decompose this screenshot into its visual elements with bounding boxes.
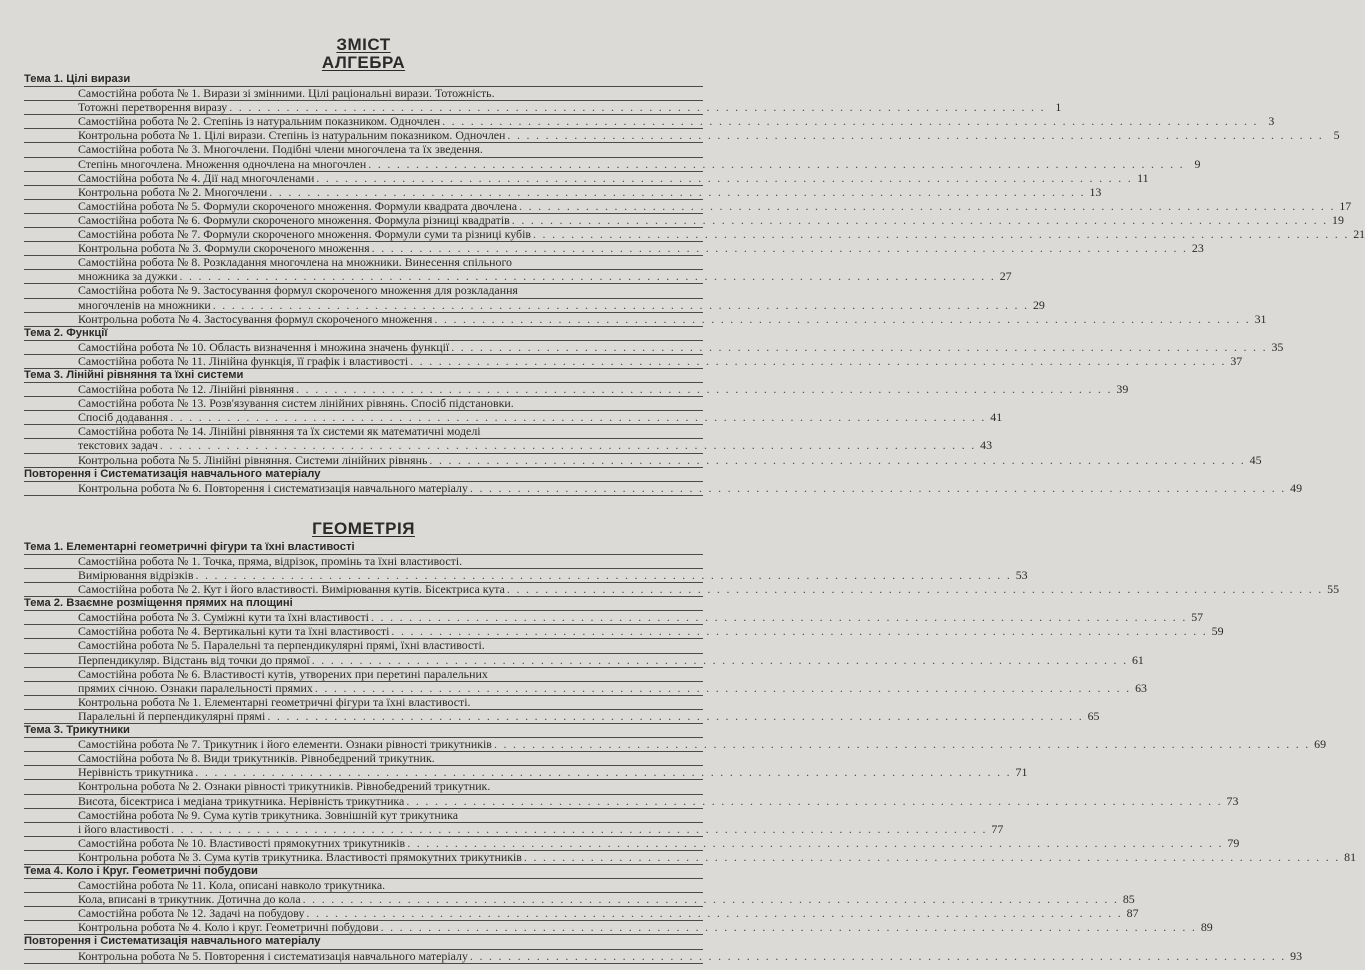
toc-entry[interactable] [24,948,1303,964]
toc-entry-line [24,382,1129,397]
toc-entry[interactable] [24,424,993,453]
toc-entry-text: Самостійна робота № 3. Суміжні кути та їхні властивості [78,610,369,625]
dot-leader: . . . . . . . . . . . . . . . . . . . . . . . . . . . . . . . . . . . . . . . . . . . . . . . . . . . . . . . . . . . . . . . . . . . . . . . . . . . . . . . . . . . . . . [493,737,1311,752]
toc-entry[interactable] [24,142,1201,171]
toc-entry-text: Самостійна робота № 7. Трикутник і його елементи. Ознаки рівності трикутників [78,737,492,752]
toc-entry[interactable] [24,694,1100,724]
page-number: 39 [1116,382,1129,397]
page-number: 43 [980,438,993,453]
topic-heading: Тема 1. Елементарні геометричні фігури та їхні властивості [24,541,703,555]
toc-entry[interactable] [24,86,1062,115]
topic-heading: Тема 2. Функції [24,327,703,341]
toc-entry-line [24,438,993,453]
toc-entry-line [24,892,1135,907]
toc-entry-text: Контрольна робота № 5. Повторення і систематизація навчального матеріалу [78,948,468,963]
toc-entry[interactable] [24,283,1045,312]
toc-entry-text: Самостійна робота № 5. Паралельні та перпендикулярні прямі, їхні властивості. [24,639,703,653]
toc-entry-line [24,568,1028,583]
toc-entry[interactable] [24,878,1135,907]
toc-entry-text: Перпендикуляр. Відстань від точки до прямої [78,652,310,667]
dot-leader: . . . . . . . . . . . . . . . . . . . . . . . . . . . . . . . . . . . . . . . . . . . . . . . . . . . . . . . . . . . . . . . . . . . . . . . . . . . . . . . . . . . . . . [314,680,1131,695]
page-number: 35 [1271,339,1284,354]
page-number: 63 [1135,680,1147,695]
toc-entry-text: Самостійна робота № 11. Кола, описані навколо трикутника. [24,879,703,893]
section-heading: АЛГЕБРА [321,53,406,72]
toc-entry-text: Контрольна робота № 3. Формули скороченого множення [78,241,370,256]
toc-entry[interactable] [24,849,1357,865]
toc-entry-line [24,184,1102,200]
page-number: 89 [1200,920,1213,935]
toc-entry[interactable] [24,452,1262,468]
toc-entry[interactable] [24,779,1239,808]
toc-entry-text: Самостійна робота № 14. Лінійні рівняння та їх системи як математичні моделі [24,425,703,439]
toc-entry-text: Самостійна робота № 5. Формули скороченого множення. Формули квадрата двочлена [78,198,518,213]
toc-entry-text: Самостійна робота № 2. Степінь із натуральним показником. Одночлен [78,114,441,129]
toc-entry-text: Самостійна робота № 9. Сума кутів трикутника. Зовнішній кут трикутника [24,809,703,823]
topic-heading: Тема 4. Коло і Круг. Геометричні побудови [24,865,703,879]
toc-entry[interactable] [24,353,1243,369]
toc-entry-text: множника за дужки [78,269,178,284]
page-number: 87 [1126,906,1139,921]
dot-leader: . . . . . . . . . . . . . . . . . . . . . . . . . . . . . . . . . . . . . . . . . . . . . . . . . . . . . . . . . . . . . . . . . . . . . . . . . . . . . . . . . . . . . . [434,311,1251,326]
toc-entry[interactable] [24,212,1344,228]
toc-entry-text: Контрольна робота № 6. Повторення і систематизація навчального матеріалу [78,480,468,495]
toc-entry-text: Тотожні перетворення виразу [78,100,228,115]
page-number: 1 [1055,100,1062,115]
toc-entry-text: Вимірювання відрізків [78,568,194,582]
dot-leader: . . . . . . . . . . . . . . . . . . . . . . . . . . . . . . . . . . . . . . . . . . . . . . . . . . . . . . . . . . . . . . . . . . . . . . . . . . . . . . . . . . . . . . [469,480,1287,495]
toc-entry-line [24,920,1213,935]
toc-entry-text: Самостійна робота № 6. Формули скороченого множення. Формула різниці квадратів [78,212,510,227]
page-number: 57 [1191,610,1204,625]
toc-entry-text: Самостійна робота № 11. Лінійна функція, її графік і властивості [78,353,409,368]
toc-entry-text: Самостійна робота № 4. Вертикальні кути та їхні властивості [78,624,390,639]
toc-entry[interactable] [24,311,1267,327]
page-number: 81 [1344,849,1357,864]
page-number: 49 [1290,480,1303,495]
toc-entry-line [24,849,1357,865]
dot-leader: . . . . . . . . . . . . . . . . . . . . . . . . . . . . . . . . . . . . . . . . . . . . . . . . . . . . . . . . . . . . . . . . . . . . . . . . . . . . . . . . . . . . . . [406,793,1223,808]
page-number: 45 [1249,452,1262,467]
toc-entry[interactable] [24,553,1028,583]
page-number: 79 [1227,835,1240,850]
toc-entry-text: Контрольна робота № 1. Цілі вирази. Степінь із натуральним показником. Одночлен [78,128,506,143]
dot-leader: . . . . . . . . . . . . . . . . . . . . . . . . . . . . . . . . . . . . . . . . . . . . . . . . . . . . . . . . . . . . . . . . . . . . . . . . . . . . . . . . . . . . . . [195,765,1012,780]
page-number: 61 [1131,652,1144,667]
toc-entry[interactable] [24,638,1144,667]
toc-entry-text: Контрольна робота № 2. Ознаки рівності трикутників. Рівнобедрений трикутник. [24,780,703,794]
dot-leader: . . . . . . . . . . . . . . . . . . . . . . . . . . . . . . . . . . . . . . . . . . . . . . . . . . . . . . . . . . . . . . . . . . . . . . . . . . . . . . . . . . . . . . [302,892,1119,907]
dot-leader: . . . . . . . . . . . . . . . . . . . . . . . . . . . . . . . . . . . . . . . . . . . . . . . . . . . . . . . . . . . . . . . . . . . . . . . . . . . . . . . . . . . . . . [171,821,988,836]
toc-entry[interactable] [24,382,1129,397]
toc-entry-line [24,821,1004,837]
toc-entry-line [24,339,1284,355]
dot-leader: . . . . . . . . . . . . . . . . . . . . . . . . . . . . . . . . . . . . . . . . . . . . . . . . . . . . . . . . . . . . . . . . . . . . . . . . . . . . . . . . . . . . . . [410,353,1227,368]
toc-entry-text: Нерівність трикутника [78,765,194,780]
page-number: 11 [1137,170,1149,185]
toc-entry-text: Контрольна робота № 5. Лінійні рівняння. Системи лінійних рівнянь [78,452,428,467]
dot-leader: . . . . . . . . . . . . . . . . . . . . . . . . . . . . . . . . . . . . . . . . . . . . . . . . . . . . . . . . . . . . . . . . . . . . . . . . . . . . . . . . . . . . . . [229,100,1046,115]
dot-leader: . . . . . . . . . . . . . . . . . . . . . . . . . . . . . . . . . . . . . . . . . . . . . . . . . . . . . . . . . . . . . . . . . . . . . . . . . . . . . . . . . . . . . . [195,568,1012,582]
dot-leader: . . . . . . . . . . . . . . . . . . . . . . . . . . . . . . . . . . . . . . . . . . . . . . . . . . . . . . . . . . . . . . . . . . . . . . . . . . . . . . . . . . . . . . [407,835,1224,850]
dot-leader: . . . . . . . . . . . . . . . . . . . . . . . . . . . . . . . . . . . . . . . . . . . . . . . . . . . . . . . . . . . . . . . . . . . . . . . . . . . . . . . . . . . . . . [316,170,1133,185]
page-number: 55 [1327,582,1340,597]
dot-leader: . . . . . . . . . . . . . . . . . . . . . . . . . . . . . . . . . . . . . . . . . . . . . . . . . . . . . . . . . . . . . . . . . . . . . . . . . . . . . . . . . . . . . . [511,212,1328,227]
toc-entry-line [24,198,1352,214]
dot-leader: . . . . . . . . . . . . . . . . . . . . . . . . . . . . . . . . . . . . . . . . . . . . . . . . . . . . . . . . . . . . . . . . . . . . . . . . . . . . . . . . . . . . . . [519,198,1336,213]
topic-heading: Тема 3. Лінійні рівняння та їхні системи [24,369,703,383]
toc-entry[interactable] [24,227,1365,242]
toc-entry-text: Самостійна робота № 13. Розв'язування систем лінійних рівнянь. Спосіб підстановки. [24,397,703,411]
page-number: 29 [1032,297,1045,312]
toc-entry[interactable] [24,170,1149,186]
page-number: 85 [1122,892,1135,907]
page-number: 31 [1254,311,1267,326]
dot-leader: . . . . . . . . . . . . . . . . . . . . . . . . . . . . . . . . . . . . . . . . . . . . . . . . . . . . . . . . . . . . . . . . . . . . . . . . . . . . . . . . . . . . . . [159,438,977,453]
page-number: 59 [1211,624,1224,639]
toc-entry[interactable] [24,624,1224,639]
dot-leader: . . . . . . . . . . . . . . . . . . . . . . . . . . . . . . . . . . . . . . . . . . . . . . . . . . . . . . . . . . . . . . . . . . . . . . . . . . . . . . . . . . . . . . [179,269,996,284]
toc-entry-line [24,156,1201,172]
topic-heading: Повторення і Систематизація навчального матеріалу [24,468,703,482]
toc-entry-line [24,624,1224,639]
toc-entry-line [24,212,1344,228]
toc-entry-text: Самостійна робота № 10. Область визначення і множина значень функції [78,339,450,354]
toc-entry-line [24,114,1275,129]
toc-title: ЗМІСТ [336,35,391,54]
toc-entry-text: Самостійна робота № 8. Розкладання многочлена на множники. Винесення спільного [24,256,703,270]
topic-heading: Повторення і Систематизація навчального матеріалу [24,935,703,949]
page-number: 19 [1332,212,1344,227]
toc-entry-text: Контрольна робота № 4. Коло і круг. Геометричні побудови [78,920,379,935]
toc-entry-text: Самостійна робота № 1. Точка, пряма, відрізок, промінь та їхні властивості. [24,555,703,569]
toc-entry-line [24,610,1204,625]
toc-entry[interactable] [24,582,1340,597]
toc-entry-text: і його властивості [78,821,170,836]
toc-entry-line [24,100,1062,115]
toc-entry-line [24,410,1003,425]
toc-entry-text: Контрольна робота № 3. Сума кутів трикутника. Властивості прямокутних трикутників [78,849,522,864]
page-number: 27 [999,269,1012,284]
toc-entry-line [24,241,1204,256]
toc-entry-line [24,452,1262,468]
section-heading: ГЕОМЕТРІЯ [312,518,415,538]
dot-leader: . . . . . . . . . . . . . . . . . . . . . . . . . . . . . . . . . . . . . . . . . . . . . . . . . . . . . . . . . . . . . . . . . . . . . . . . . . . . . . . . . . . . . . [533,227,1350,242]
dot-leader: . . . . . . . . . . . . . . . . . . . . . . . . . . . . . . . . . . . . . . . . . . . . . . . . . . . . . . . . . . . . . . . . . . . . . . . . . . . . . . . . . . . . . . [507,128,1324,143]
toc-entry[interactable] [24,114,1275,129]
page-number: 69 [1314,737,1327,752]
toc-entry-line [24,652,1144,668]
dot-leader: . . . . . . . . . . . . . . . . . . . . . . . . . . . . . . . . . . . . . . . . . . . . . . . . . . . . . . . . . . . . . . . . . . . . . . . . . . . . . . . . . . . . . . [506,582,1324,597]
page-number: 53 [1015,568,1028,582]
page-number: 17 [1339,198,1352,213]
page-number: 93 [1290,948,1303,963]
toc-entry-line [24,708,1100,724]
dot-leader: . . . . . . . . . . . . . . . . . . . . . . . . . . . . . . . . . . . . . . . . . . . . . . . . . . . . . . . . . . . . . . . . . . . . . . . . . . . . . . . . . . . . . . [368,156,1185,171]
toc-entry-text: Спосіб додавання [78,410,169,425]
toc-body [24,53,1365,964]
dot-leader: . . . . . . . . . . . . . . . . . . . . . . . . . . . . . . . . . . . . . . . . . . . . . . . . . . . . . . . . . . . . . . . . . . . . . . . . . . . . . . . . . . . . . . [269,184,1086,199]
toc-entry-line [24,170,1149,186]
toc-entry-text: Самостійна робота № 12. Лінійні рівняння [78,382,295,397]
toc-entry-line [24,297,1045,313]
page-number: 5 [1333,128,1340,143]
dot-leader: . . . . . . . . . . . . . . . . . . . . . . . . . . . . . . . . . . . . . . . . . . . . . . . . . . . . . . . . . . . . . . . . . . . . . . . . . . . . . . . . . . . . . . [306,906,1123,921]
toc-entry[interactable] [24,835,1240,851]
toc-entry-text: Контрольна робота № 1. Елементарні геометричні фігури та їхні властивості. [24,696,703,710]
dot-leader: . . . . . . . . . . . . . . . . . . . . . . . . . . . . . . . . . . . . . . . . . . . . . . . . . . . . . . . . . . . . . . . . . . . . . . . . . . . . . . . . . . . . . . [170,410,987,425]
toc-entry-text: Контрольна робота № 4. Застосування формул скороченого множення [78,311,433,326]
toc-entry-text: Висота, бісектриса і медіана трикутника. Нерівність трикутника [78,793,405,808]
toc-entry-text: Самостійна робота № 12. Задачі на побудову [78,906,305,921]
toc-entry-line [24,835,1240,851]
toc-entry-text: Самостійна робота № 4. Дії над многочленами [78,170,315,185]
dot-leader: . . . . . . . . . . . . . . . . . . . . . . . . . . . . . . . . . . . . . . . . . . . . . . . . . . . . . . . . . . . . . . . . . . . . . . . . . . . . . . . . . . . . . . [391,624,1208,639]
dot-leader: . . . . . . . . . . . . . . . . . . . . . . . . . . . . . . . . . . . . . . . . . . . . . . . . . . . . . . . . . . . . . . . . . . . . . . . . . . . . . . . . . . . . . . [442,114,1259,129]
topic-heading: Тема 1. Цілі вирази [24,73,703,87]
toc-entry-line [24,582,1340,597]
toc-entry-text: Самостійна робота № 1. Вирази зі змінними. Цілі раціональні вирази. Тотожність. [24,87,703,101]
toc-entry[interactable] [24,128,1340,143]
page-number: 37 [1230,353,1243,368]
toc-entry-line [24,353,1243,369]
page-number: 73 [1226,793,1239,808]
toc-entry-line [24,948,1303,964]
toc-entry[interactable] [24,339,1284,355]
toc-entry[interactable] [24,807,1004,837]
toc-entry-text: многочленів на множники [78,297,211,312]
toc-entry-text: Контрольна робота № 2. Многочлени [78,184,268,199]
toc-entry[interactable] [24,396,1003,425]
topic-heading: Тема 3. Трикутники [24,724,703,738]
toc-entry-line [24,906,1139,921]
dot-leader: . . . . . . . . . . . . . . . . . . . . . . . . . . . . . . . . . . . . . . . . . . . . . . . . . . . . . . . . . . . . . . . . . . . . . . . . . . . . . . . . . . . . . . [523,849,1341,864]
toc-entry[interactable] [24,737,1327,752]
page-number: 13 [1089,184,1102,199]
page-number: 41 [990,410,1003,425]
toc-entry-line [24,680,1147,696]
toc-entry-line [24,128,1340,143]
dot-leader: . . . . . . . . . . . . . . . . . . . . . . . . . . . . . . . . . . . . . . . . . . . . . . . . . . . . . . . . . . . . . . . . . . . . . . . . . . . . . . . . . . . . . . [371,610,1188,625]
toc-entry-text: Самостійна робота № 7. Формули скороченого множення. Формули суми та різниці кубів [78,227,531,242]
dot-leader: . . . . . . . . . . . . . . . . . . . . . . . . . . . . . . . . . . . . . . . . . . . . . . . . . . . . . . . . . . . . . . . . . . . . . . . . . . . . . . . . . . . . . . [311,652,1128,667]
toc-entry-line [24,737,1327,752]
toc-entry-text: Степінь многочлена. Множення одночлена на многочлен [78,156,367,171]
page-number: 77 [991,821,1004,836]
toc-entry[interactable] [24,241,1204,256]
toc-entry[interactable] [24,906,1139,921]
dot-leader: . . . . . . . . . . . . . . . . . . . . . . . . . . . . . . . . . . . . . . . . . . . . . . . . . . . . . . . . . . . . . . . . . . . . . . . . . . . . . . . . . . . . . . [371,241,1188,256]
toc-entry-text: Самостійна робота № 6. Властивості кутів, утворених при перетині паралельних [24,668,703,682]
toc-entry-text: Кола, вписані в трикутник. Дотична до кола [78,892,301,907]
dot-leader: . . . . . . . . . . . . . . . . . . . . . . . . . . . . . . . . . . . . . . . . . . . . . . . . . . . . . . . . . . . . . . . . . . . . . . . . . . . . . . . . . . . . . . [469,948,1287,963]
toc-entry-text: Самостійна робота № 9. Застосування формул скороченого множення для розкладання [24,284,703,298]
toc-entry-text: Самостійна робота № 10. Властивості прямокутних трикутників [78,835,406,850]
toc-entry[interactable] [24,920,1213,935]
toc-entry-line [24,793,1239,809]
page-number: 23 [1191,241,1204,256]
toc-entry-line [24,765,1028,780]
toc-entry-line [24,480,1303,496]
toc-entry[interactable] [24,480,1303,496]
page-number: 3 [1268,114,1275,129]
page-number: 21 [1353,227,1365,242]
toc-entry[interactable] [24,610,1204,625]
toc-entry-line [24,227,1365,242]
toc-entry[interactable] [24,666,1147,696]
dot-leader: . . . . . . . . . . . . . . . . . . . . . . . . . . . . . . . . . . . . . . . . . . . . . . . . . . . . . . . . . . . . . . . . . . . . . . . . . . . . . . . . . . . . . . [212,297,1029,312]
toc-entry-line [24,311,1267,327]
toc-entry-text: Самостійна робота № 3. Многочлени. Подібні члени многочлена та їх зведення. [24,143,703,157]
toc-entry[interactable] [24,751,1028,780]
toc-entry[interactable] [24,184,1102,200]
page-number: 71 [1015,765,1028,780]
toc-entry-text: прямих січною. Ознаки паралельності прямих [78,680,313,695]
toc-entry-text: Паралельні й перпендикулярні прямі [78,708,266,723]
toc-entry-text: Самостійна робота № 8. Види трикутників. Рівнобедрений трикутник. [24,752,703,766]
topic-heading: Тема 2. Взаємне розміщення прямих на площині [24,597,703,611]
dot-leader: . . . . . . . . . . . . . . . . . . . . . . . . . . . . . . . . . . . . . . . . . . . . . . . . . . . . . . . . . . . . . . . . . . . . . . . . . . . . . . . . . . . . . . [429,452,1246,467]
toc-entry-line [24,269,1012,284]
dot-leader: . . . . . . . . . . . . . . . . . . . . . . . . . . . . . . . . . . . . . . . . . . . . . . . . . . . . . . . . . . . . . . . . . . . . . . . . . . . . . . . . . . . . . . [380,920,1197,935]
dot-leader: . . . . . . . . . . . . . . . . . . . . . . . . . . . . . . . . . . . . . . . . . . . . . . . . . . . . . . . . . . . . . . . . . . . . . . . . . . . . . . . . . . . . . . [296,382,1113,397]
toc-entry-text: текстових задач [78,438,158,453]
toc-entry[interactable] [24,198,1352,214]
page-number: 9 [1194,156,1201,171]
page-number: 65 [1087,708,1100,723]
dot-leader: . . . . . . . . . . . . . . . . . . . . . . . . . . . . . . . . . . . . . . . . . . . . . . . . . . . . . . . . . . . . . . . . . . . . . . . . . . . . . . . . . . . . . . [451,339,1268,354]
toc-entry[interactable] [24,255,1012,284]
toc-entry-text: Самостійна робота № 2. Кут і його властивості. Вимірювання кутів. Бісектриса кута [78,582,505,597]
dot-leader: . . . . . . . . . . . . . . . . . . . . . . . . . . . . . . . . . . . . . . . . . . . . . . . . . . . . . . . . . . . . . . . . . . . . . . . . . . . . . . . . . . . . . . [267,708,1084,723]
